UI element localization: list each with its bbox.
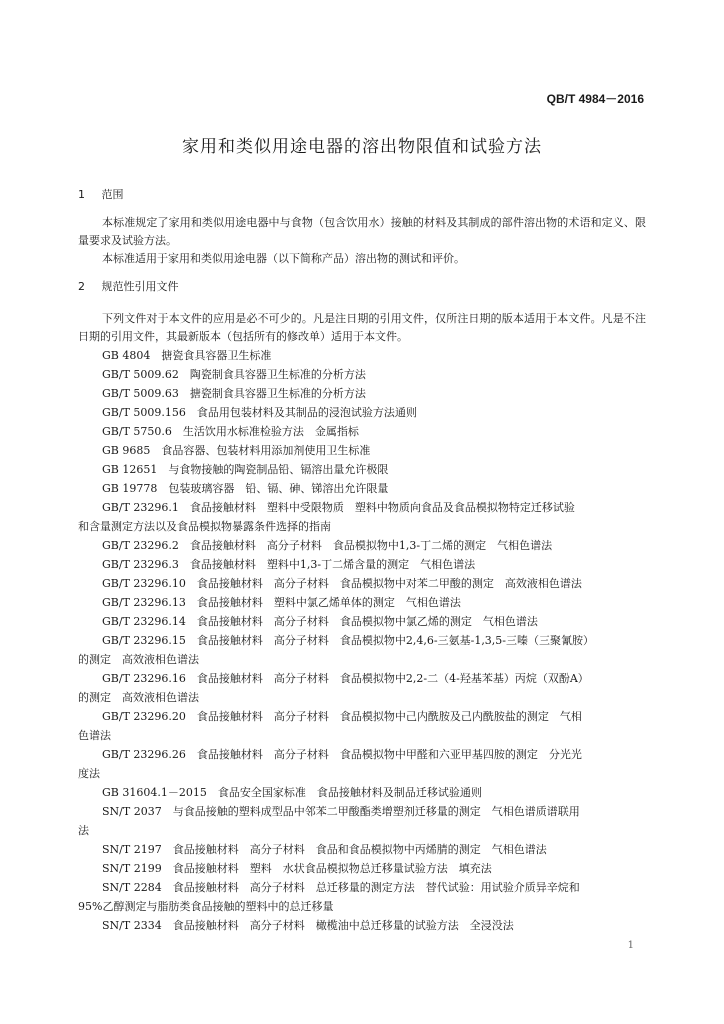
document-body xyxy=(78,186,646,935)
section-title: 范围 xyxy=(101,188,124,201)
reference-item xyxy=(78,403,646,422)
section-title: 规范性引用文件 xyxy=(101,280,179,293)
reference-line: SN/T 2037 与食品接触的塑料成型品中邻苯二甲酸酯类增塑剂迁移量的测定 气相色谱质谱联用 xyxy=(102,805,580,818)
reference-item xyxy=(78,612,646,631)
reference-continuation: 95%乙醇测定与脂肪类食品接触的塑料中的总迁移量 xyxy=(78,900,334,913)
document-title: 家用和类似用途电器的溶出物限值和试验方法 xyxy=(182,137,542,157)
reference-line: GB 4804 搪瓷食具容器卫生标准 xyxy=(102,349,272,362)
reference-line: GB 9685 食品容器、包装材料用添加剂使用卫生标准 xyxy=(102,444,371,457)
paragraph: 本标准规定了家用和类似用途电器中与食物（包含饮用水）接触的材料及其制成的部件溶出物的术语和定义、限量要求及试验方法。 xyxy=(78,216,646,247)
reference-item xyxy=(78,802,646,840)
reference-line: GB/T 5009.62 陶瓷制食具容器卫生标准的分析方法 xyxy=(102,368,366,381)
reference-line: GB/T 23296.10 食品接触材料 高分子材料 食品模拟物中对苯二甲酸的测定 高效液相色谱法 xyxy=(102,577,582,590)
reference-item xyxy=(78,536,646,555)
reference-item xyxy=(78,479,646,498)
section-number: 1 xyxy=(78,188,85,201)
reference-item xyxy=(78,783,646,802)
page-number: 1 xyxy=(627,940,634,951)
reference-item xyxy=(78,669,646,707)
reference-item xyxy=(78,878,646,916)
reference-line: GB/T 23296.1 食品接触材料 塑料中受限物质 塑料中物质向食品及食品模拟物特定迁移试验 xyxy=(102,501,575,514)
reference-line: SN/T 2197 食品接触材料 高分子材料 食品和食品模拟物中丙烯腈的测定 气相色谱法 xyxy=(102,843,547,856)
reference-item xyxy=(78,745,646,783)
reference-item xyxy=(78,365,646,384)
section-number: 2 xyxy=(78,280,85,293)
reference-line: SN/T 2334 食品接触材料 高分子材料 橄榄油中总迁移量的试验方法 全浸没法 xyxy=(102,919,514,932)
reference-continuation: 和含量测定方法以及食品模拟物暴露条件选择的指南 xyxy=(78,520,331,533)
reference-item xyxy=(78,574,646,593)
reference-line: SN/T 2284 食品接触材料 高分子材料 总迁移量的测定方法 替代试验：用试验介质异辛烷和 xyxy=(102,881,580,894)
reference-item xyxy=(78,859,646,878)
reference-item xyxy=(78,707,646,745)
section-heading-normative-references xyxy=(78,278,646,296)
paragraph: 下列文件对于本文件的应用是必不可少的。凡是注日期的引用文件，仅所注日期的版本适用于本文件。凡是不注日期的引用文件，其最新版本（包括所有的修改单）适用于本文件。 xyxy=(78,312,646,343)
reference-line: GB 31604.1－2015 食品安全国家标准 食品接触材料及制品迁移试验通则 xyxy=(102,786,482,799)
reference-line: GB/T 23296.14 食品接触材料 高分子材料 食品模拟物中氯乙烯的测定 气相色谱法 xyxy=(102,615,538,628)
reference-continuation: 的测定 高效液相色谱法 xyxy=(78,691,199,704)
reference-item xyxy=(78,840,646,859)
reference-item xyxy=(78,422,646,441)
reference-continuation: 的测定 高效液相色谱法 xyxy=(78,653,199,666)
reference-item xyxy=(78,498,646,536)
paragraph: 本标准适用于家用和类似用途电器（以下简称产品）溶出物的测试和评价。 xyxy=(102,252,465,265)
reference-line: GB/T 23296.13 食品接触材料 塑料中氯乙烯单体的测定 气相色谱法 xyxy=(102,596,461,609)
reference-line: GB/T 23296.2 食品接触材料 高分子材料 食品模拟物中1,3-丁二烯的测定 气相色谱法 xyxy=(102,539,553,552)
reference-continuation: 法 xyxy=(78,824,89,837)
reference-continuation: 色谱法 xyxy=(78,729,111,742)
reference-line: SN/T 2199 食品接触材料 塑料 水状食品模拟物总迁移量试验方法 填充法 xyxy=(102,862,492,875)
reference-line: GB/T 23296.16 食品接触材料 高分子材料 食品模拟物中2,2-二（4-羟基苯基）丙烷（双酚A） xyxy=(102,672,589,685)
reference-item xyxy=(78,384,646,403)
standard-code: QB/T 4984－2016 xyxy=(546,92,644,106)
reference-item xyxy=(78,555,646,574)
reference-line: GB/T 23296.20 食品接触材料 高分子材料 食品模拟物中己内酰胺及己内酰胺盐的测定 气相 xyxy=(102,710,582,723)
reference-item xyxy=(78,460,646,479)
reference-line: GB/T 23296.3 食品接触材料 塑料中1,3-丁二烯含量的测定 气相色谱法 xyxy=(102,558,476,571)
reference-line: GB 12651 与食物接触的陶瓷制品铅、镉溶出量允许极限 xyxy=(102,463,389,476)
reference-line: GB 19778 包装玻璃容器 铅、镉、砷、锑溶出允许限量 xyxy=(102,482,389,495)
reference-list xyxy=(78,346,646,935)
reference-line: GB/T 5009.63 搪瓷制食具容器卫生标准的分析方法 xyxy=(102,387,366,400)
reference-item xyxy=(78,593,646,612)
reference-item xyxy=(78,631,646,669)
reference-item xyxy=(78,346,646,365)
reference-item xyxy=(78,441,646,460)
reference-continuation: 度法 xyxy=(78,767,100,780)
reference-item xyxy=(78,916,646,935)
section-heading-scope xyxy=(78,186,646,204)
reference-line: GB/T 23296.15 食品接触材料 高分子材料 食品模拟物中2,4,6-三氨基-1,3,5-三嗪（三聚氰胺） xyxy=(102,634,595,647)
reference-line: GB/T 5009.156 食品用包装材料及其制品的浸泡试验方法通则 xyxy=(102,406,417,419)
reference-line: GB/T 23296.26 食品接触材料 高分子材料 食品模拟物中甲醛和六亚甲基四胺的测定 分光光 xyxy=(102,748,582,761)
reference-line: GB/T 5750.6 生活饮用水标准检验方法 金属指标 xyxy=(102,425,359,438)
